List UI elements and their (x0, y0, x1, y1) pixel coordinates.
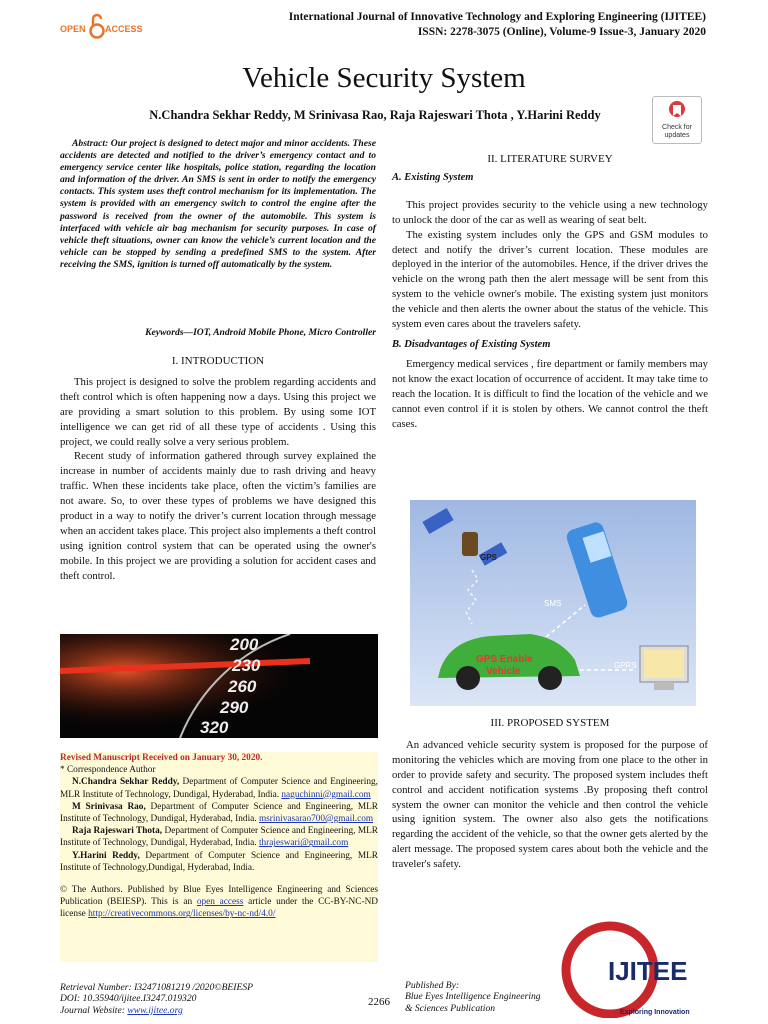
subsection-heading: A. Existing System (392, 171, 474, 183)
author-email-link[interactable]: msrinivasarao700@gmail.com (258, 814, 374, 825)
section-heading: II. LITERATURE SURVEY (487, 153, 613, 165)
speed-label: 290 (220, 698, 249, 717)
speed-label: 230 (232, 656, 261, 675)
section-heading: I. INTRODUCTION (171, 355, 265, 367)
system-diagram-figure (410, 500, 696, 706)
open-access-logo (60, 12, 150, 42)
website-label: Journal Website: (60, 1004, 125, 1016)
gprs-label: GPRS (614, 661, 637, 670)
car-label: GPS Enable (476, 654, 533, 665)
author-affiliation: Department of Computer Science and Engineering, MLR Institute of Technology,Dundigal, Hyderabad, India. (60, 850, 378, 873)
author-name: N.Chandra Sekhar Reddy, (72, 777, 180, 788)
footer-publisher (405, 980, 565, 1014)
license-text: article under the CC-BY-NC-ND license (60, 897, 378, 920)
paragraph: Recent study of information gathered through survey explained the increase in number of accidents mainly due to rash driving and heavy traffic. When these incidents take place, often the victim’s families are not aware. So, to over these types of problems we have designed this product in a way to notify the driver’s current location through message when an accident takes place. This project also implements a theft control using ignition control system that can be operated using the owner's mobile. In this project we are providing a solution for accident cases and theft control. (60, 450, 376, 582)
keywords: Keywords—IOT, Android Mobile Phone, Micro Controller (145, 327, 376, 338)
page-number: 2266 (368, 996, 390, 1008)
paragraph: Emergency medical services , fire department or family members may not know the exact location of occurrence of accident. It may take time to reach the location. It is difficult to find the location of the vehicle and we cannot even control if it is stolen by others. We cannot control the theft cases. (392, 357, 708, 430)
ijitee-logo (560, 918, 720, 1018)
abstract: Abstract: Our project is designed to detect major and minor accidents. These accidents are detected and notified to the driver’s emergency contact and to emergency service center like hospitals, police station, regarding the location and information of the driver. An SMS is sent in order to notify the emergency contacts. This system uses theft control mechanism for its implementation. The system is provided with an emergency switch to control the engine after the password is received from the owner of the automobile. This system is interfaced with vehicle air bag mechanism for security purposes. In case of vehicle theft situations, owner can know the vehicle’s current location and the vehicle can be stopped by sending a predefined SMS to the system. After receiving the SMS, ignition is turned off automatically by the system. (60, 138, 376, 270)
lock-icon (91, 15, 104, 38)
speed-label: 200 (230, 635, 259, 654)
open-access-link[interactable]: open access (196, 897, 244, 908)
correspondence-note: * Correspondence Author (60, 765, 156, 776)
svg-text:ACCESS: ACCESS (105, 24, 143, 34)
svg-text:OPEN: OPEN (60, 24, 86, 34)
author-notes (60, 752, 378, 962)
license-text: © The Authors. Published by Blue Eyes Intelligence Engineering and Sciences Publication (BEIESP). This is an (60, 885, 378, 908)
website-link[interactable]: www.ijitee.org (127, 1004, 183, 1016)
proposed-system-section (392, 716, 708, 872)
publisher-name: & Sciences Publication (405, 1002, 496, 1014)
author-email-link[interactable]: thrajeswari@gmail.com (258, 838, 349, 849)
author-name: M Srinivasa Rao, (72, 801, 146, 812)
published-by-label: Published By: (405, 980, 460, 991)
logo-text: IJITEE (608, 956, 688, 986)
paragraph: An advanced vehicle security system is proposed for the purpose of monitoring the vehicles which are moving from one place to the other in order to provide safety and security. The proposed system includes theft control and accident notification systems .By proposing theft control system the owner can monitor the vehicle and then control the vehicle using ignition system. The owner also also gets the notifications regarding the accident of the vehicle, so that the owner gets alerted by the alert message. The proposed system cares about both the vehicle and the traveler's safety. (392, 738, 708, 871)
speed-label: 320 (200, 718, 229, 737)
paragraph: The existing system includes only the GPS and GSM modules to detect and notify the driver’s current location. These modules are deployed in the interior of the automobiles. Hence, if the driver drives the vehicle on the wrong path then the alert message will be sent from this system to the vehicle owner's mobile. The existing system just monitors the vehicle and then alerts the owner about the status of the vehicle. This system even cares about the travelers safety. (392, 228, 708, 331)
logo-tagline: Exploring Innovation (620, 1009, 690, 1016)
author-affiliation: Department of Computer Science and Engineering, MLR Institute of Technology, Dundigal, Hyderabad, India. (60, 826, 379, 849)
author-affiliation: Department of Computer Science and Engineering, MLR Institute of Technology, Dundigal, Hyderabad, India. (60, 801, 378, 825)
speedometer-image (60, 634, 378, 738)
paper-title: Vehicle Security System (242, 62, 526, 94)
section-heading: III. PROPOSED SYSTEM (490, 717, 610, 729)
gps-label: GPS (480, 553, 497, 562)
footer-citation (60, 982, 320, 1016)
car-label: Vehicle (486, 666, 521, 677)
publisher-name: Blue Eyes Intelligence Engineering (405, 991, 541, 1003)
check-for-updates-badge[interactable] (652, 96, 702, 144)
bookmark-icon (667, 100, 687, 122)
introduction-section (60, 354, 376, 584)
journal-issn: ISSN: 2278-3075 (Online), Volume-9 Issue-3, January 2020 (417, 26, 706, 38)
journal-name: International Journal of Innovative Technology and Exploring Engineering (IJITEE) (288, 11, 706, 23)
paragraph: This project provides security to the vehicle using a new technology to unlock the door of the car as well as wearing of seat belt. (392, 198, 708, 226)
author-name: Y.Harini Reddy, (72, 850, 140, 861)
author-email-link[interactable]: naguchinni@gmail.com (281, 789, 371, 800)
literature-survey-section (392, 152, 708, 431)
paragraph: This project is designed to solve the problem regarding accidents and theft control which is often happening now a days. Using this project we are providing a smart solution to this problem. By using some IOT intelligence we can get rid of all these type of accidents . Using this project, we could really solve a very serious problem. (60, 375, 376, 448)
license-link[interactable]: http://creativecommons.org/licenses/by-nc-nd/4.0/ (88, 909, 276, 920)
retrieval-number: Retrieval Number: I32471081219 /2020©BEIESP (60, 982, 253, 993)
check-label: Check for updates (662, 124, 692, 139)
author-name: Raja Rajeswari Thota, (72, 826, 163, 837)
speed-label: 260 (228, 677, 257, 696)
doi: DOI: 10.35940/ijitee.I3247.019320 (60, 993, 197, 1005)
author-affiliation: Department of Computer Science and Engineering, MLR Institute of Technology, Dundigal, Hyderabad, India. (60, 777, 378, 800)
subsection-heading: B. Disadvantages of Existing System (392, 338, 551, 350)
author-list: N.Chandra Sekhar Reddy, M Srinivasa Rao, Raja Rajeswari Thota , Y.Harini Reddy (149, 108, 601, 122)
received-date: Revised Manuscript Received on January 30, 2020. (60, 753, 263, 763)
sms-label: SMS (544, 599, 562, 608)
